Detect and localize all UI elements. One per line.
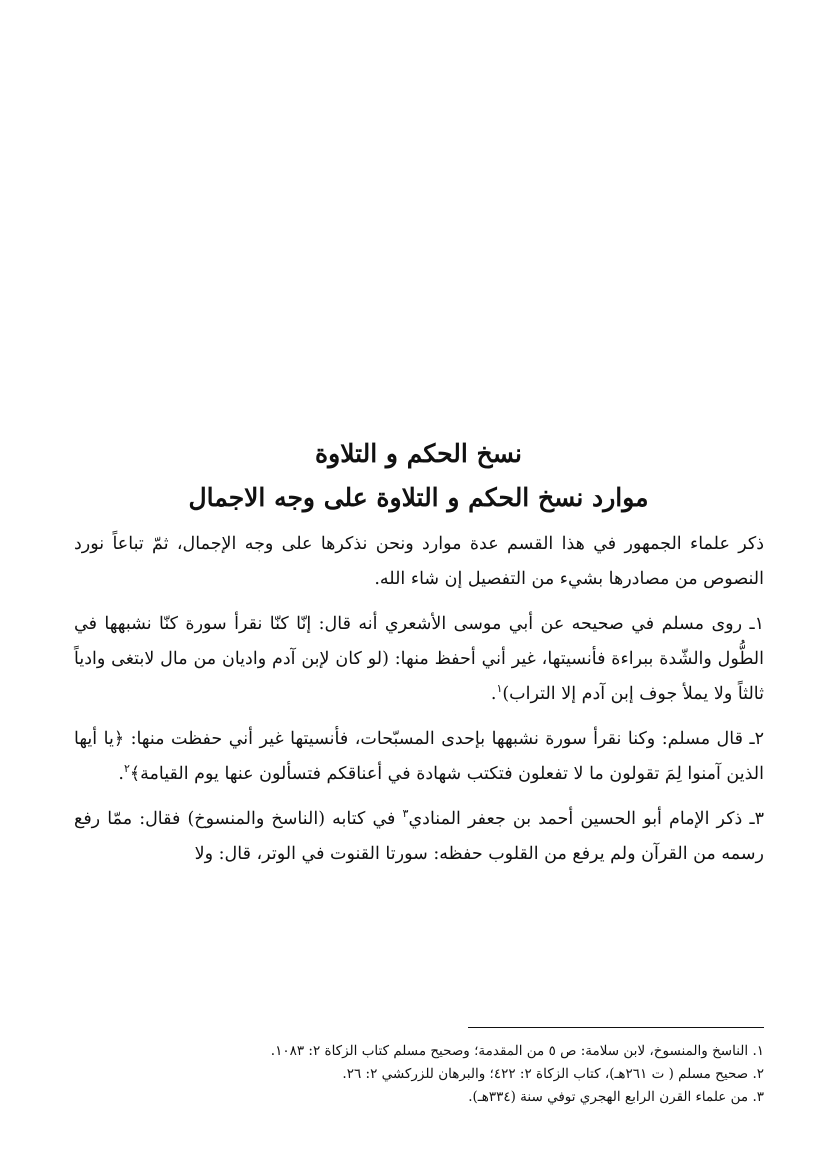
footnote-2: ٢. صحيح مسلم ( ت ٢٦١هـ)، كتاب الزكاة ٢: ٤٢٢؛ والبرهان للزركشي ٢: ٢٦. [342,1066,764,1082]
item-2-end: . [118,764,124,784]
page-title: نسخ الحكم و التلاوة [315,439,522,468]
footnote-divider [468,1027,764,1028]
footnote-ref-2: ٢ [124,762,130,776]
item-1-end: . [490,684,497,704]
paragraph-item-3 [74,802,764,872]
footnote-ref-1: ١ [496,682,503,696]
paragraph-item-2 [74,722,764,792]
paragraph-item-1 [74,607,764,712]
item-3-text-a: ٣ـ ذكر الإمام أبو الحسين أحمد بن جعفر المنادي [408,809,764,829]
body-text [74,527,764,882]
page-subtitle: موارد نسخ الحكم و التلاوة على وجه الاجمال [188,483,649,512]
title-block [60,432,777,520]
intro-paragraph: ذكر علماء الجمهور في هذا القسم عدة موارد ونحن نذكرها على وجه الإجمال، ثمّ تباعاً نورد النصوص من مصادرها بشيء من التفصيل إن شاء الله. [74,534,764,589]
footnote-ref-3: ٣ [402,807,409,821]
footnotes [74,1040,764,1109]
footnote-1: ١. الناسخ والمنسوخ، لابن سلامة: ص ٥ من المقدمة؛ وصحيح مسلم كتاب الزكاة ٢: ١٠٨٣. [270,1043,764,1059]
item-2-text: ٢ـ قال مسلم: وكنا نقرأ سورة نشبهها بإحدى المسبّحات، فأنسيتها غير أني حفظت منها: ﴿يا أيها الذين آمنوا لِمَ تقولون ما لا تفعلون فتكتب شهادة في أعناقكم فتسألون عنها يوم القيامة﴾ [74,729,764,784]
item-1-text: ١ـ روى مسلم في صحيحه عن أبي موسى الأشعري أنه قال: إنّا كنّا نقرأ سورة كنّا نشبهها في الطُّول والشّدة ببراءة فأنسيتها، غير أني أحفظ منها: (لو كان لإبن آدم واديان من مال لابتغى وادياً ثالثاً ولا يملأ جوف إبن آدم إلا التراب) [74,614,764,704]
item-3-text-b: في كتابه (الناسخ والمنسوخ) فقال: ممّا رفع رسمه من القرآن ولم يرفع من القلوب حفظه: سورتا القنوت في الوتر، قال: ولا [74,809,764,864]
footnote-3: ٣. من علماء القرن الرابع الهجري توفي سنة (٣٣٤هـ). [468,1089,764,1105]
